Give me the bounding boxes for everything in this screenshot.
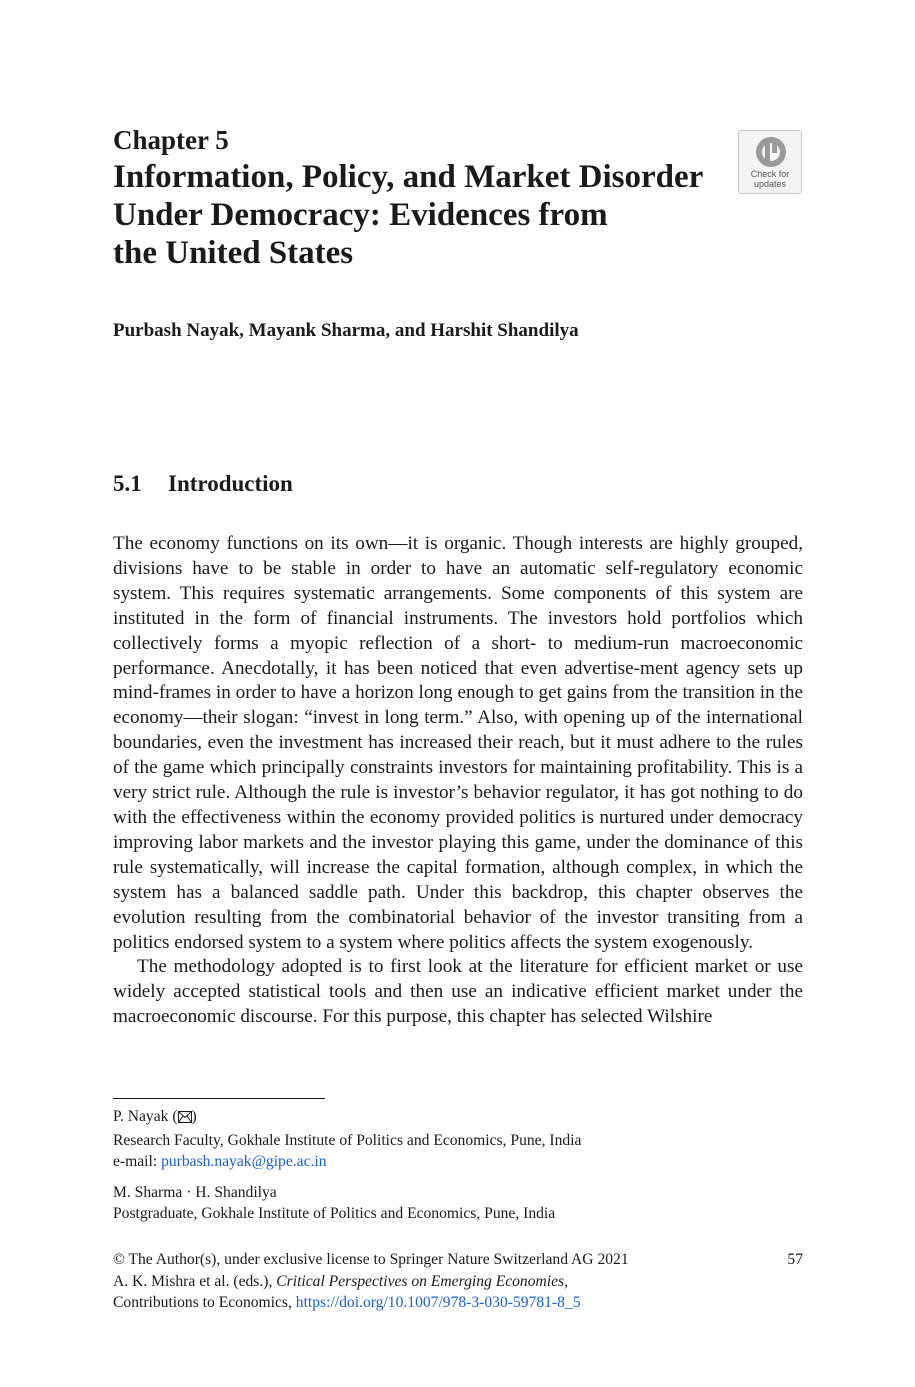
- check-for-updates-icon: [753, 135, 789, 169]
- author1-footnote: [113, 1106, 813, 1173]
- book-title: Critical Perspectives on Emerging Economies: [276, 1272, 565, 1290]
- body-text: [113, 532, 803, 1030]
- copyright-block: [113, 1249, 803, 1314]
- editors: A. K. Mishra et al. (eds.),: [113, 1272, 277, 1290]
- chapter-title: [113, 158, 733, 272]
- email-link[interactable]: purbash.nayak@gipe.ac.in: [161, 1153, 327, 1170]
- chapter-title-line: the United States: [113, 235, 354, 271]
- envelope-icon[interactable]: [178, 1108, 192, 1130]
- section-title: Introduction: [168, 471, 293, 496]
- chapter-label: Chapter 5: [113, 125, 229, 155]
- page-number: 57: [787, 1251, 803, 1268]
- author1-name-end: ): [191, 1108, 197, 1125]
- footnote-divider: [113, 1098, 325, 1099]
- paragraph: The methodology adopted is to first look at the literature for efficient market or use widely accepted statistical tools and then use an indicative efficient market under the macroeconomic discourse. For this purpose, this chapter has selected Wilshire: [113, 956, 803, 1028]
- series-name: Contributions to Economics,: [113, 1294, 296, 1311]
- email-label: e-mail:: [113, 1153, 162, 1170]
- coauthor-affiliation: Postgraduate, Gokhale Institute of Politics and Economics, Pune, India: [113, 1205, 556, 1222]
- paragraph: The economy functions on its own—it is organic. Though interests are highly grouped, divisions have to be stable in order to have an automatic self-regulatory economic system. This requires systematic arrangements. Some components of this system are instituted in the form of financial instruments. The investors hold portfolios which collectively forms a myopic reflection of a short- to medium-run macroeconomic performance. Anecdotally, it has been noticed that even advertise-ment agency sets up mind-frames in order to have a horizon long enough to get gains from the transition in the economy—their slogan: “invest in long term.” Also, with opening up of the international boundaries, even the investment has increased their reach, but it must adhere to the rules of the game which principally constraints investors for maintaining profitability. This is a very strict rule. Although the rule is investor’s behavior regulator, it has got nothing to do with the effectiveness within the economy provided politics is nurtured under democracy improving labor markets and the investor playing this game, under the dominance of this rule systematically, will increase the capital formation, although complex, in which the system has a balanced saddle path. Under this backdrop, this chapter observes the evolution resulting from the combinatorial behavior of the investor transiting from a politics endorsed system to a system where politics affects the system exogenously.: [113, 533, 803, 953]
- chapter-title-line: Under Democracy: Evidences from: [113, 197, 608, 233]
- chapter-title-line: Information, Policy, and Market Disorder: [113, 159, 704, 195]
- copyright-line: © The Author(s), under exclusive license to Springer Nature Switzerland AG 2021: [113, 1251, 629, 1268]
- coauthor-names: M. Sharma · H. Shandilya: [113, 1183, 277, 1201]
- section-heading: [113, 470, 293, 498]
- author-list: Purbash Nayak, Mayank Sharma, and Harshit Shandilya: [113, 320, 579, 341]
- coauthors-footnote: [113, 1182, 813, 1225]
- author1-name: P. Nayak (: [113, 1108, 178, 1125]
- footnotes: [113, 1106, 813, 1234]
- check-for-updates-badge[interactable]: [738, 130, 802, 194]
- badge-label: Check for updates: [750, 169, 790, 189]
- section-number: 5.1: [113, 471, 142, 496]
- author1-affiliation: Research Faculty, Gokhale Institute of Politics and Economics, Pune, India: [113, 1131, 582, 1149]
- book-title-suffix: ,: [564, 1272, 569, 1290]
- doi-link[interactable]: https://doi.org/10.1007/978-3-030-59781-8_5: [295, 1294, 581, 1311]
